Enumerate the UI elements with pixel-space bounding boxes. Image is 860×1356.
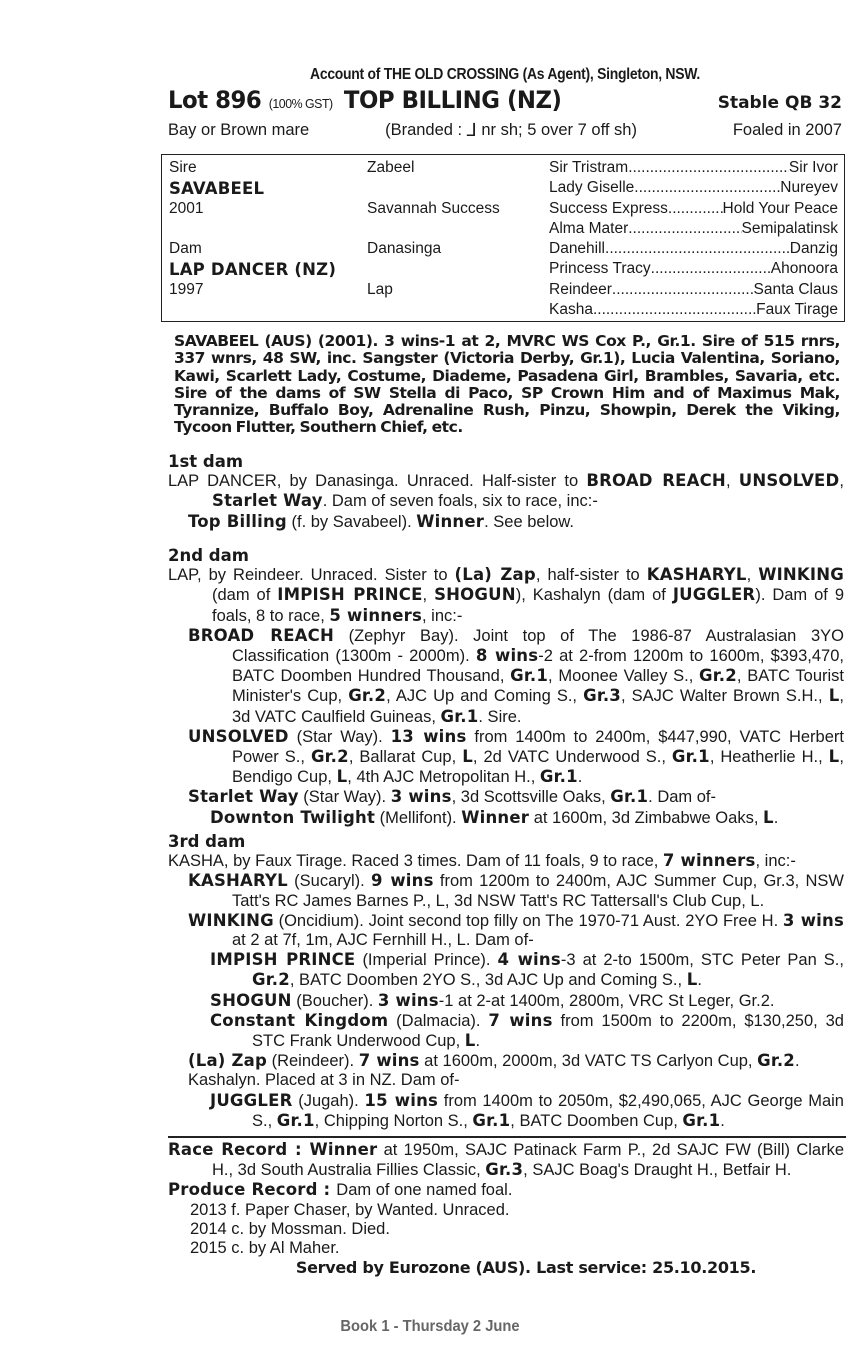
grand-parent-line: Danehill ..... Danzig (549, 240, 838, 258)
grand-parent-line: Kasha ..... Faux Tirage (549, 301, 838, 319)
progeny-entry: JUGGLER (Jugah). 15 wins from 1400m to 2050m, $2,490,065, AJC George Main S., Gr.1, Chipping Norton S., Gr.1, BATC Doomben Cup, Gr.1. (210, 1090, 844, 1130)
dam-sire: Danasinga (367, 240, 442, 257)
bold-highlight: WINKING (188, 910, 274, 930)
bold-highlight: 15 wins (364, 1090, 439, 1110)
bold-highlight: Gr.2 (348, 686, 387, 706)
progeny-entry: WINKING (Oncidium). Joint second top filly on The 1970-71 Aust. 2YO Free H. 3 wins at 2 at 7f, 1m, AJC Fernhill H., L. Dam of- (188, 910, 844, 950)
sire-year: 2001 (169, 200, 204, 217)
bold-highlight: Top Billing (188, 511, 287, 531)
bold-highlight: Gr.1 (276, 1110, 315, 1130)
progeny-list (168, 512, 844, 532)
bold-highlight: L (686, 970, 698, 990)
bold-highlight: Gr.1 (510, 666, 549, 686)
pedigree-row (162, 260, 844, 280)
produce-summary: Dam of one named foal. (336, 1181, 513, 1200)
bold-highlight: SHOGUN (210, 990, 292, 1010)
grand-parent-line: Lady Giselle ..... Nureyev (549, 179, 838, 197)
second-dam-section (168, 546, 844, 828)
bold-highlight: 5 winners (329, 605, 422, 625)
bold-highlight: SHOGUN (434, 585, 516, 605)
bold-highlight: L (462, 747, 473, 767)
bold-highlight: KASHARYL (646, 565, 747, 585)
bold-highlight: UNSOLVED (738, 471, 840, 491)
bold-highlight: Winner (416, 511, 485, 531)
grand-parent-line: Success Express ..... Hold Your Peace (549, 200, 838, 218)
dam-dam: Lap (367, 281, 393, 298)
bold-highlight: BROAD REACH (586, 471, 726, 491)
sire-summary: SAVABEEL (AUS) (2001). 3 wins-1 at 2, MVRC WS Cox P., Gr.1. Sire of 515 rnrs, 337 wnrs, 48 SW, inc. Sangster (Victoria Derby, Gr.1), Lucia Valentina, Soriano, Kawi, Scarlett Lady, Costume, Diademe, Pasadena Girl, Brambles, Savaria, etc. Sire of the dams of SW Stella di Paco, SP Crown Him and of Maximus Mak, Tyrannize, Buffalo Boy, Adrenaline Rush, Pinzu, Showpin, Derek the Viking, Tycoon Flutter, Southern Chief, etc. (174, 332, 840, 437)
page-footer: Book 1 - Thursday 2 June (340, 1318, 520, 1335)
bold-highlight: Gr.2 (757, 1051, 795, 1071)
pedigree-row (162, 220, 844, 240)
bold-highlight: Gr.1 (610, 787, 649, 807)
progeny-entry: Starlet Way (Star Way). 3 wins, 3d Scottsville Oaks, Gr.1. Dam of- (188, 787, 717, 807)
produce-record-label: Produce Record : (168, 1180, 337, 1200)
bold-highlight: 4 wins (497, 950, 561, 970)
bold-highlight: Gr.1 (539, 767, 578, 787)
bold-highlight: Race Record : (168, 1140, 310, 1159)
progeny-entry: Constant Kingdom (Dalmacia). 7 wins from 1500m to 2200m, $130,250, 3d STC Frank Underwood Cup, L. (210, 1010, 844, 1051)
grand-parent-line: Reindeer ..... Santa Claus (549, 281, 838, 299)
brand-suffix: nr sh; 5 over 7 off sh) (481, 120, 637, 139)
foal-entry: 2015 c. by Al Maher. (190, 1239, 340, 1258)
third-dam-section (168, 832, 844, 1131)
bold-highlight: 8 wins (475, 646, 539, 666)
bold-highlight: JUGGLER (210, 1090, 293, 1110)
sire-dam: Savannah Success (367, 200, 500, 217)
progeny-entry: Top Billing (f. by Savabeel). Winner. See below. (188, 511, 575, 531)
progeny-entry: BROAD REACH (Zephyr Bay). Joint top of The 1986-87 Australasian 3YO Classification (1300m - 2000m). 8 wins-2 at 2-from 1200m to 1600m, $393,470, BATC Doomben Hundred Thousand, Gr.1, Moonee Valley S., Gr.2, BATC Tourist Minister's Cup, Gr.2, AJC Up and Coming S., Gr.3, SAJC Walter Brown S.H., L, 3d VATC Caulfield Guineas, Gr.1. Sire. (188, 625, 844, 726)
bold-highlight: Gr.2 (310, 747, 349, 767)
bold-highlight: Gr.1 (682, 1110, 721, 1130)
progeny-list (168, 626, 844, 828)
lot-title (168, 86, 562, 114)
sire-name: SAVABEEL (169, 179, 265, 198)
bold-highlight: 9 wins (371, 871, 434, 891)
brand-mark-icon: ⅃ (466, 119, 477, 141)
horse-description-row (168, 118, 842, 142)
bold-highlight: Gr.3 (485, 1160, 524, 1180)
bold-highlight: Gr.3 (583, 686, 621, 706)
progeny-list (168, 871, 844, 1131)
bold-highlight: L (336, 767, 348, 787)
bold-highlight: IMPISH PRINCE (277, 585, 423, 605)
sire-sire: Zabeel (367, 159, 415, 176)
produce-record (168, 1180, 844, 1200)
lot-number: Lot 896 (168, 86, 262, 114)
gst-note: (100% GST) (268, 96, 333, 111)
foaled-year: Foaled in 2007 (732, 120, 842, 139)
bold-highlight: Gr.2 (699, 666, 737, 686)
bold-highlight: 13 wins (390, 726, 467, 746)
bold-highlight: BROAD REACH (188, 625, 334, 645)
first-dam-section (168, 452, 844, 532)
bold-highlight: 3 wins (377, 990, 439, 1010)
bold-highlight: L (828, 686, 840, 706)
sire-label: Sire (169, 159, 197, 176)
bold-highlight: Downton Twilight (210, 807, 376, 827)
foal-list (168, 1201, 844, 1259)
horse-name: TOP BILLING (NZ) (343, 86, 562, 114)
dam-name: LAP DANCER (NZ) (169, 260, 337, 279)
bold-highlight: UNSOLVED (188, 726, 289, 746)
bold-highlight: (La) Zap (454, 565, 536, 585)
brand-info (385, 120, 637, 141)
bold-highlight: Starlet Way (188, 787, 299, 807)
bold-highlight: 3 wins (782, 910, 844, 930)
brand-prefix: (Branded : (385, 120, 467, 139)
bold-highlight: 7 wins (488, 1010, 553, 1030)
progeny-entry: (La) Zap (Reindeer). 7 wins at 1600m, 2000m, 3d VATC TS Carlyon Cup, Gr.2. (188, 1051, 800, 1071)
bold-highlight: Gr.1 (440, 706, 479, 726)
stable-location: Stable QB 32 (717, 93, 842, 113)
grand-parent-line: Princess Tracy ..... Ahonoora (549, 260, 838, 278)
progeny-entry: Downton Twilight (Mellifont). Winner at 1600m, 3d Zimbabwe Oaks, L. (210, 807, 779, 827)
pedigree-row (162, 240, 844, 260)
progeny-entry: KASHARYL (Sucaryl). 9 wins from 1200m to 2400m, AJC Summer Cup, Gr.3, NSW Tatt's RC James Barnes P., L, 3d NSW Tatt's RC Tattersall's Club Cup, L. (188, 871, 844, 910)
bold-highlight: L (828, 747, 840, 767)
bold-highlight: 3 wins (390, 787, 452, 807)
bold-highlight: 7 winners (662, 851, 756, 871)
bold-highlight: JUGGLER (672, 585, 756, 605)
bold-highlight: L (464, 1031, 476, 1051)
progeny-entry: UNSOLVED (Star Way). 13 wins from 1400m to 2400m, $447,990, VATC Herbert Power S., Gr.2, Ballarat Cup, L, 2d VATC Underwood S., Gr.1, Heatherlie H., L, Bendigo Cup, L, 4th AJC Metropolitan H., Gr.1. (188, 726, 844, 787)
pedigree-row (162, 200, 844, 220)
pedigree-table (161, 154, 845, 322)
horse-colour-sex: Bay or Brown mare (168, 120, 310, 139)
bold-highlight: Winner (461, 807, 530, 827)
grand-parent-line: Sir Tristram ..... Sir Ivor (549, 159, 838, 177)
pedigree-row (162, 179, 844, 199)
dam-label: Dam (169, 240, 202, 257)
pedigree-row (162, 159, 844, 179)
records-section (168, 1140, 844, 1277)
bold-highlight: 7 wins (358, 1051, 420, 1071)
grand-parent-line: Alma Mater ..... Semipalatinsk (549, 220, 838, 238)
dam-year: 1997 (169, 281, 204, 298)
bold-highlight: IMPISH PRINCE (210, 950, 356, 970)
service-note: Served by Eurozone (AUS). Last service: 25.10.2015. (295, 1258, 757, 1278)
bold-highlight: WINKING (758, 565, 845, 585)
bold-highlight: Gr.1 (671, 747, 710, 767)
dam-intro: LAP, by Reindeer. Unraced. Sister to (La) Zap, half-sister to KASHARYL, WINKING (dam of IMPISH PRINCE, SHOGUN), Kashalyn (dam of JUGGLER). Dam of 9 foals, 8 to race, 5 winners, inc:- (168, 565, 845, 625)
foal-entry: 2014 c. by Mossman. Died. (190, 1219, 390, 1238)
dam-intro: KASHA, by Faux Tirage. Raced 3 times. Dam of 11 foals, 9 to race, 7 winners, inc:- (168, 851, 796, 871)
progeny-entry: SHOGUN (Boucher). 3 wins-1 at 2-at 1400m, 2800m, VRC St Leger, Gr.2. (210, 990, 775, 1010)
bold-highlight: Winner (309, 1140, 378, 1159)
pedigree-row (162, 281, 844, 301)
dam-intro: LAP DANCER, by Danasinga. Unraced. Half-sister to BROAD REACH, UNSOLVED, Starlet Way. Dam of seven foals, six to race, inc:- (168, 471, 845, 511)
bold-highlight: (La) Zap (188, 1051, 267, 1071)
title-row (168, 86, 842, 114)
section-divider (168, 1136, 846, 1138)
foal-entry: 2013 f. Paper Chaser, by Wanted. Unraced. (190, 1200, 510, 1219)
bold-highlight: Starlet Way (212, 491, 323, 511)
section-heading: 1st dam (168, 452, 244, 471)
race-record: Race Record : Winner at 1950m, SAJC Patinack Farm P., 2d SAJC FW (Bill) Clarke H., 3d South Australia Fillies Classic, Gr.3, SAJC Boag's Draught H., Betfair H. (168, 1140, 844, 1180)
bold-highlight: L (763, 807, 774, 827)
progeny-entry: IMPISH PRINCE (Imperial Prince). 4 wins-3 at 2-to 1500m, STC Peter Pan S., Gr.2, BATC Doomben 2YO S., 3d AJC Up and Coming S., L. (210, 950, 844, 990)
lot-header (168, 62, 842, 142)
section-heading: 3rd dam (168, 832, 246, 851)
pedigree-row (162, 301, 844, 321)
bold-highlight: Gr.1 (472, 1110, 511, 1130)
section-heading: 2nd dam (168, 546, 249, 565)
bold-highlight: Gr.2 (252, 970, 290, 990)
bold-highlight: Constant Kingdom (210, 1010, 389, 1030)
bold-highlight: KASHARYL (188, 871, 288, 891)
vendor-account: Account of THE OLD CROSSING (As Agent), Singleton, NSW. (310, 66, 700, 83)
progeny-entry: Kashalyn. Placed at 3 in NZ. Dam of- (188, 1071, 460, 1090)
